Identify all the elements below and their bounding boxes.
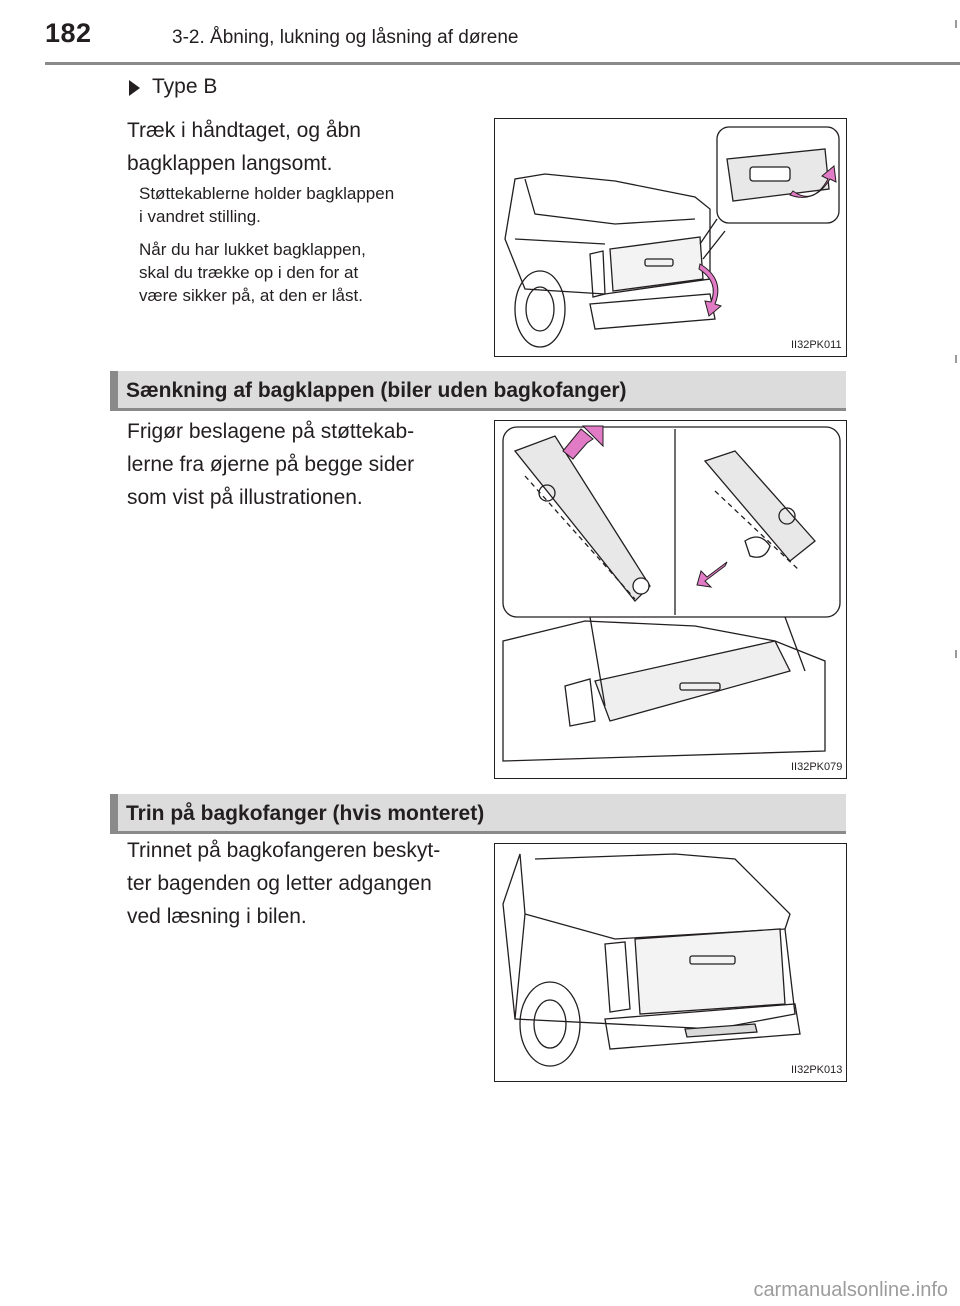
instruction-line: Trinnet på bagkofangeren beskyt- (127, 839, 441, 862)
instruction-line: Frigør beslagene på støttekab- (127, 420, 415, 443)
instruction-line: bagklappen langsomt. (127, 152, 333, 175)
note-line: skal du trække op i den for at (139, 263, 359, 282)
edge-mark (955, 650, 957, 658)
section-rule (110, 408, 846, 411)
tailgate-open-illustration (494, 118, 847, 357)
figure-code: II32PK079 (791, 761, 843, 773)
triangle-bullet-icon (129, 80, 140, 96)
step-instruction (127, 834, 475, 933)
instruction-line: ter bagenden og letter adgangen (127, 872, 432, 895)
note-line: i vandret stilling. (139, 207, 261, 226)
watermark[interactable]: carmanualsonline.info (753, 1279, 948, 1301)
header-divider (45, 62, 960, 65)
type-b-instruction (127, 114, 477, 180)
instruction-line: lerne fra øjerne på begge sider (127, 453, 415, 476)
instruction-line: ved læsning i bilen. (127, 905, 307, 928)
section-title: Sænkning af bagklappen (biler uden bagkofanger) (126, 379, 627, 402)
type-b-note-1 (139, 182, 479, 228)
note-line: Støttekablerne holder bagklappen (139, 184, 395, 203)
instruction-line: Træk i håndtaget, og åbn (127, 119, 361, 142)
edge-mark (955, 355, 957, 363)
page-number: 182 (45, 18, 92, 48)
section-title: Trin på bagkofanger (hvis monteret) (126, 802, 485, 825)
section-accent (110, 371, 118, 408)
type-label: Type B (152, 75, 218, 98)
note-line: være sikker på, at den er låst. (139, 286, 363, 305)
rear-step-illustration (494, 843, 847, 1082)
section-accent (110, 794, 118, 831)
note-line: Når du har lukket bagklappen, (139, 240, 366, 259)
figure-code: II32PK013 (791, 1064, 843, 1076)
edge-mark (955, 20, 957, 28)
figure-code: II32PK011 (791, 339, 842, 351)
lowering-instruction (127, 415, 475, 514)
support-cable-illustration (494, 420, 847, 779)
type-b-note-2 (139, 238, 479, 307)
chapter-title: 3-2. Åbning, lukning og låsning af dørene (172, 27, 519, 48)
instruction-line: som vist på illustrationen. (127, 486, 363, 509)
